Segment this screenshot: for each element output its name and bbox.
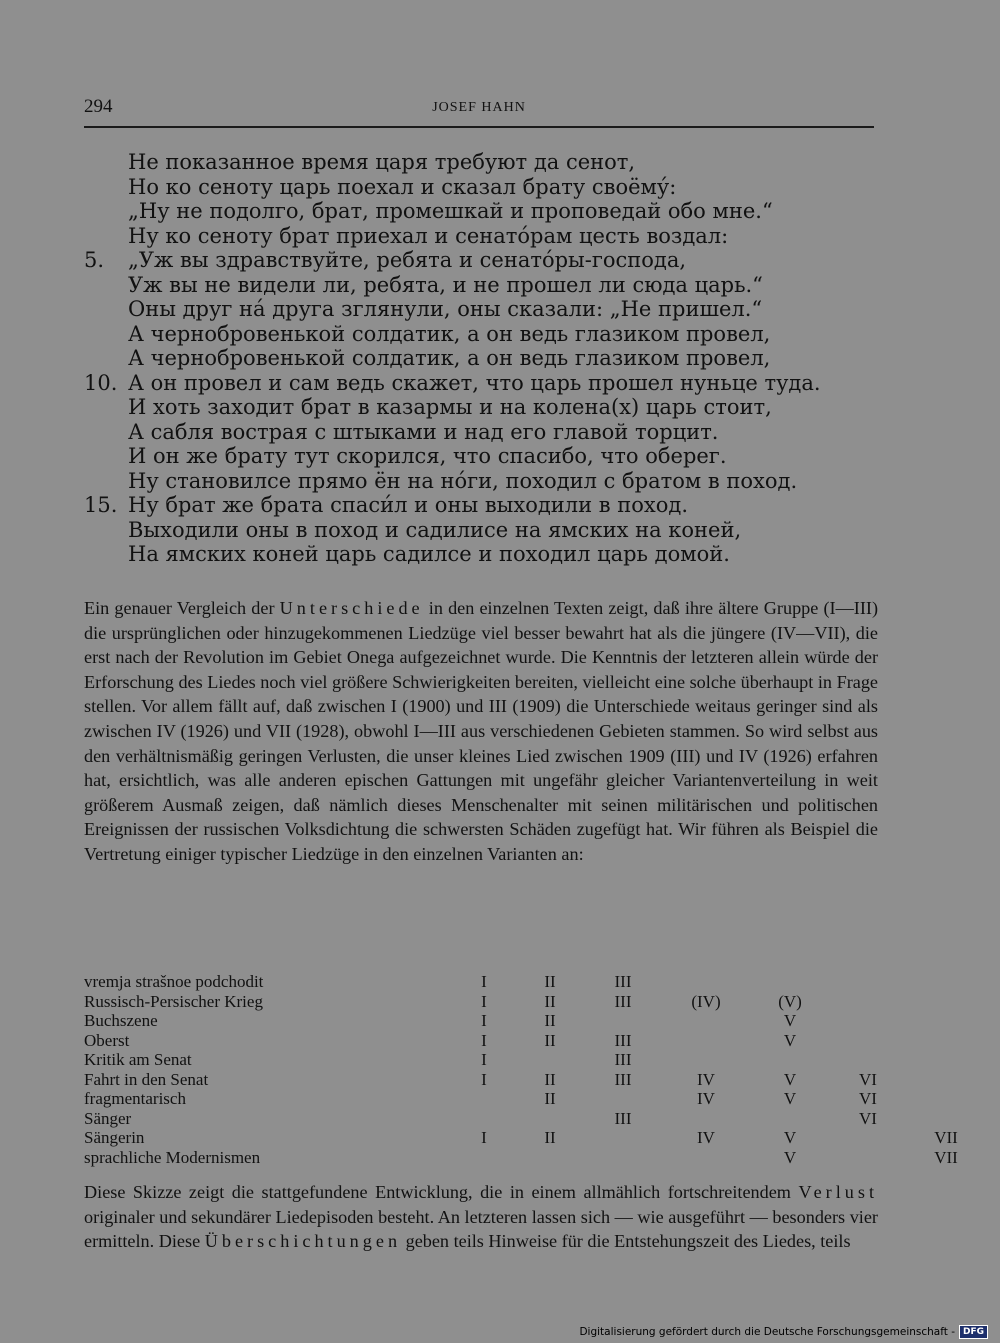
row-label: Sänger bbox=[84, 1108, 132, 1128]
row-label: Russisch-Persischer Krieg bbox=[84, 991, 263, 1011]
row-label: Oberst bbox=[84, 1030, 130, 1050]
poem-line bbox=[84, 199, 884, 224]
poem-line bbox=[84, 150, 884, 175]
variant-cell: III bbox=[614, 1069, 632, 1089]
line-text: „Ну не подолго, брат, промешкай и проповедай обо мне.“ bbox=[128, 199, 773, 223]
variant-cell: III bbox=[614, 1108, 632, 1128]
variant-cell: (IV) bbox=[691, 991, 721, 1011]
line-text: На ямских коней царь садилсе и походил царь домой. bbox=[128, 542, 730, 566]
variant-cell: V bbox=[783, 1147, 797, 1167]
variant-cell: II bbox=[544, 1089, 556, 1108]
line-text: А чернобровенькой солдатик, а он ведь глазиком провел, bbox=[128, 346, 771, 370]
variant-cell: III bbox=[614, 972, 632, 991]
line-text: Но ко сеноту царь поехал и сказал брату своёму́: bbox=[128, 174, 677, 199]
paragraph-development bbox=[84, 1180, 878, 1254]
poem-line bbox=[84, 346, 884, 371]
variant-cell: V bbox=[783, 1011, 797, 1030]
spaced-term: Unterschiede bbox=[279, 598, 424, 618]
variant-cell: II bbox=[544, 972, 556, 991]
poem-line bbox=[84, 420, 884, 445]
paragraph-text: Diese Skizze zeigt die stattgefundene Entwicklung, die in einem allmählich fortschreitendem bbox=[84, 1182, 799, 1202]
poem-line bbox=[84, 297, 884, 322]
table-row bbox=[84, 1128, 958, 1148]
line-text: И хоть заходит брат в казармы и на колена(х) царь стоит, bbox=[128, 395, 772, 419]
poem-line bbox=[84, 444, 884, 469]
table-row bbox=[84, 1089, 884, 1109]
spaced-term: Verlust bbox=[798, 1182, 878, 1202]
row-label: sprachliche Modernismen bbox=[84, 1147, 261, 1167]
russian-poem bbox=[84, 150, 884, 567]
line-number: 5. bbox=[84, 248, 105, 272]
variant-cell: (V) bbox=[778, 991, 802, 1011]
row-label: Fahrt in den Senat bbox=[84, 1069, 209, 1089]
digitization-footer bbox=[579, 1325, 988, 1339]
poem-line bbox=[84, 273, 884, 298]
line-text: И он же брату тут скорился, что спасибо, что оберег. bbox=[128, 444, 727, 468]
variant-cell: III bbox=[614, 991, 632, 1011]
dfg-logo: DFG bbox=[959, 1325, 988, 1339]
variant-cell: II bbox=[544, 1011, 556, 1030]
variants-table bbox=[84, 972, 958, 1167]
poem-line bbox=[84, 248, 884, 273]
variant-cell: VI bbox=[859, 1089, 877, 1108]
line-text: А он провел и сам ведь скажет, что царь прошел нуньце туда. bbox=[128, 370, 821, 395]
poem-line bbox=[84, 518, 884, 543]
variant-cell: I bbox=[481, 1030, 487, 1050]
variant-cell: V bbox=[783, 1128, 797, 1147]
line-text: Оны друг на́ друга зглянули, оны сказали: „Не пришел.“ bbox=[128, 297, 763, 321]
paragraph-text: geben teils Hinweise für die Entstehungszeit des Liedes, teils bbox=[401, 1231, 851, 1252]
variant-cell: I bbox=[481, 1050, 487, 1069]
poem-line bbox=[84, 542, 884, 567]
line-text: „Уж вы здравствуйте, ребята и сенато́ры-господа, bbox=[128, 248, 687, 272]
paragraph-text: Ein genauer Vergleich der bbox=[84, 598, 280, 618]
line-text: А чернобровенькой солдатик, а он ведь глазиком провел, bbox=[128, 321, 771, 346]
row-label: Sängerin bbox=[84, 1128, 145, 1147]
paragraph-comparison bbox=[84, 596, 878, 867]
row-label: fragmentarisch bbox=[84, 1089, 186, 1108]
line-text: Ну ко сеноту брат приехал и сенато́рам цесть воздал: bbox=[128, 223, 729, 248]
line-text: Ну становилсе прямо ён на но́ги, походил с братом в поход. bbox=[128, 468, 798, 493]
row-label: vremja strašnoe podchodit bbox=[84, 972, 264, 991]
spaced-term: Überschichtungen bbox=[204, 1231, 402, 1252]
poem-line bbox=[84, 469, 884, 494]
variant-cell: II bbox=[544, 1069, 556, 1089]
poem-line bbox=[84, 322, 884, 347]
variant-cell: IV bbox=[697, 1089, 715, 1108]
variant-cell: IV bbox=[697, 1128, 715, 1147]
line-number: 15. bbox=[84, 493, 118, 517]
variant-cell: V bbox=[783, 1069, 797, 1089]
variant-cell: VII bbox=[934, 1147, 958, 1167]
poem-line bbox=[84, 493, 884, 518]
variant-cell: I bbox=[481, 1069, 487, 1089]
line-text: Выходили оны в поход и садилисе на ямских на коней, bbox=[128, 517, 742, 542]
footer-text: Digitalisierung gefördert durch die Deutsche Forschungsgemeinschaft - bbox=[579, 1326, 955, 1338]
table-row bbox=[84, 992, 884, 1012]
variant-cell: V bbox=[783, 1089, 797, 1108]
variant-cell: VI bbox=[859, 1108, 877, 1128]
variant-cell: III bbox=[614, 1050, 632, 1069]
line-text: А сабля вострая с штыками и над его главой торцит. bbox=[128, 419, 719, 444]
variant-cell: IV bbox=[697, 1069, 715, 1089]
variant-cell: I bbox=[481, 972, 487, 991]
variant-cell: V bbox=[783, 1030, 797, 1050]
row-label: Buchszene bbox=[84, 1011, 158, 1030]
page-number: 294 bbox=[84, 96, 113, 117]
poem-line bbox=[84, 175, 884, 200]
table-row bbox=[84, 1147, 958, 1168]
table-row bbox=[84, 972, 884, 992]
table-row bbox=[84, 1011, 884, 1031]
poem-line bbox=[84, 224, 884, 249]
line-text: Ну брат же брата спаси́л и оны выходили в поход. bbox=[128, 493, 689, 517]
line-number: 10. bbox=[84, 370, 118, 395]
variant-cell: I bbox=[481, 1128, 487, 1147]
line-text: Не показанное время царя требуют да сенот, bbox=[128, 150, 636, 174]
line-text: Уж вы не видели ли, ребята, и не прошел ли сюда царь.“ bbox=[128, 272, 763, 297]
variant-cell: III bbox=[614, 1030, 632, 1050]
variant-cell: VI bbox=[859, 1069, 877, 1089]
variant-cell: VII bbox=[934, 1128, 958, 1147]
page-header bbox=[84, 96, 874, 128]
running-head: JOSEF HAHN bbox=[432, 100, 526, 115]
paragraph-text: in den einzelnen Texten zeigt, daß ihre ältere Gruppe (I—III) die ursprünglichen oder hinzugekommenen Liedzüge viel besser bewahrt hat als die jüngere (IV—VII), die erst nach der Revolution im Gebiet Onega aufgezeichnet wurde. Die Kenntnis der letzteren allein würde der Erforschung des Liedes noch viel größere Schwierigkeiten bereiten, vielleicht eine solche überhaupt in Frage stellen. Vor allem fällt auf, daß zwischen I (1900) und III (1909) die Unterschiede weitaus geringer sind als zwischen IV (1926) und VII (1928), obwohl I—III aus verschiedenen Gebieten stammen. So wird selbst aus den verhältnismäßig geringen Verlusten, die unser kleines Lied zwischen 1909 (III) und IV (1926) erfahren hat, ersichtlich, was alle anderen epischen Gattungen mit ungefähr gleicher Variantenverteilung in weit größerem Ausmaß zeigen, daß nämlich dieses Menschenalter mit seinen militärischen und politischen Ereignissen der russischen Volksdichtung die schwersten Schäden zugefügt hat. Wir führen als Beispiel die Vertretung einiger typischer Liedzüge in den einzelnen Varianten an: bbox=[84, 598, 879, 864]
variant-cell: II bbox=[544, 991, 556, 1011]
paragraph-text: originaler und sekundärer Liedepisoden besteht. An letzteren lassen sich — wie ausgeführt — besonders vier ermitteln. Diese bbox=[84, 1206, 878, 1252]
poem-line bbox=[84, 371, 884, 396]
table-row bbox=[84, 1050, 884, 1070]
variant-cell: I bbox=[481, 1011, 487, 1030]
table-row bbox=[84, 1070, 884, 1090]
variant-cell: I bbox=[481, 991, 487, 1011]
variant-cell: II bbox=[544, 1030, 556, 1050]
row-label: Kritik am Senat bbox=[84, 1050, 192, 1069]
table-row bbox=[84, 1031, 884, 1051]
poem-line bbox=[84, 395, 884, 420]
variant-cell: II bbox=[544, 1128, 556, 1147]
table-row bbox=[84, 1109, 884, 1129]
